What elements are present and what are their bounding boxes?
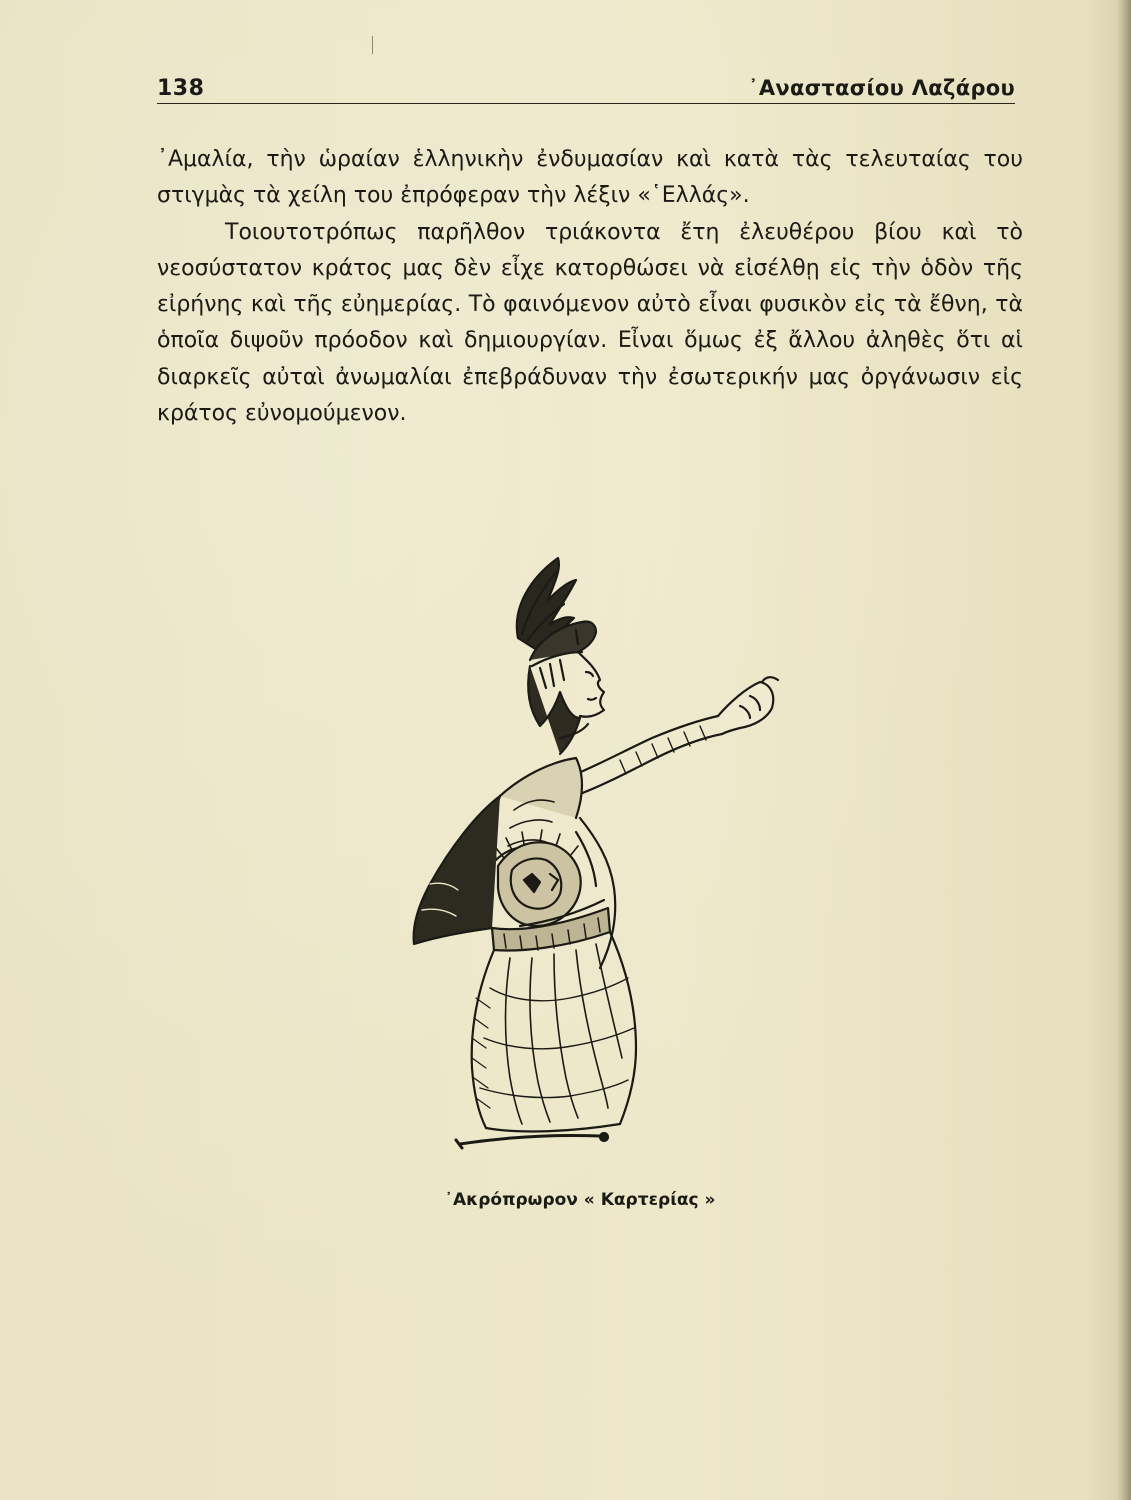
page-number: 138 (157, 76, 205, 101)
figurehead-illustration (400, 548, 820, 1158)
body-text (157, 142, 1023, 432)
running-head: ᾽Αναστασίου Λαζάρου (748, 76, 1015, 100)
figure-caption: ᾽Ακρόπρωρον « Καρτερίας » (444, 1190, 716, 1210)
page-edge-shadow (1117, 0, 1131, 1500)
page-mark (372, 36, 373, 54)
page-header (157, 76, 1015, 106)
paragraph: Τοιουτοτρόπως παρῆλθον τριάκοντα ἔτη ἐλευθέρου βίου καὶ τὸ νεοσύστατον κράτος μας δὲν εἶχε κατορθώσει νὰ εἰσέλθῃ εἰς τὴν ὁδὸν τῆς εἰρήνης καὶ τῆς εὐημερίας. Τὸ φαινόμενον αὐτὸ εἶναι φυσικὸν εἰς τὰ ἔθνη, τὰ ὁποῖα διψοῦν πρόοδον καὶ δημιουργίαν. Εἶναι ὅμως ἐξ ἄλλου ἀληθὲς ὅτι αἱ διαρκεῖς αὐταὶ ἀνωμαλίαι ἐπεβράδυναν τὴν ἐσωτερικήν μας ὀργάνωσιν εἰς κράτος εὐνομούμενον. (157, 219, 1023, 427)
paragraph: ᾽Αμαλία, τὴν ὡραίαν ἑλληνικὴν ἐνδυμασίαν καὶ κατὰ τὰς τελευταίας του στιγμὰς τὰ χείλη του ἐπρόφεραν τὴν λέξιν «῾Ελλάς». (157, 147, 1023, 209)
header-rule (157, 103, 1015, 104)
figurehead-drawing (400, 548, 820, 1158)
